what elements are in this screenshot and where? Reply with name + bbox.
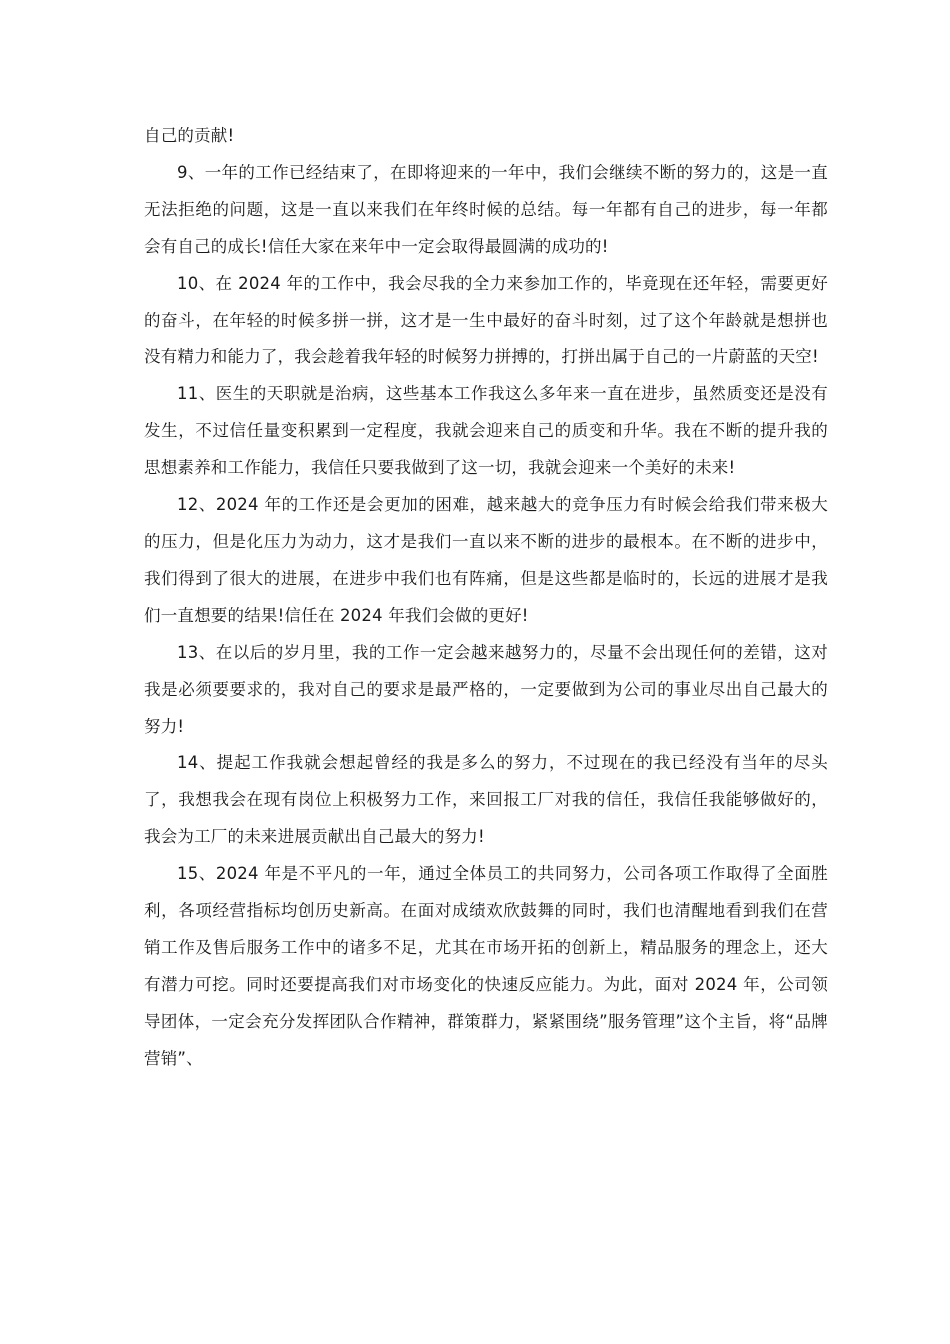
paragraph-item-9: 9、一年的工作已经结束了，在即将迎来的一年中，我们会继续不断的努力的，这是一直无法拒绝的问题，这是一直以来我们在年终时候的总结。每一年都有自己的进步，每一年都会有自己的成长!信任大家在来年中一定会取得最圆满的成功的!: [144, 162, 828, 256]
paragraph-item-12: 12、2024 年的工作还是会更加的困难，越来越大的竞争压力有时候会给我们带来极大的压力，但是化压力为动力，这才是我们一直以来不断的进步的最根本。在不断的进步中，我们得到了很大的进展，在进步中我们也有阵痛，但是这些都是临时的，长远的进展才是我们一直想要的结果!信任在 2024 年我们会做的更好!: [144, 495, 828, 625]
paragraph-item-11: 11、医生的天职就是治病，这些基本工作我这么多年来一直在进步，虽然质变还是没有发生，不过信任量变积累到一定程度，我就会迎来自己的质变和升华。我在不断的提升我的思想素养和工作能力，我信任只要我做到了这一切，我就会迎来一个美好的未来!: [144, 384, 828, 478]
paragraph-item-15: 15、2024 年是不平凡的一年，通过全体员工的共同努力，公司各项工作取得了全面胜利，各项经营指标均创历史新高。在面对成绩欢欣鼓舞的同时，我们也清醒地看到我们在营销工作及售后服务工作中的诸多不足，尤其在市场开拓的创新上，精品服务的理念上，还大有潜力可挖。同时还要提高我们对市场变化的快速反应能力。为此，面对 2024 年，公司领导团体，一定会充分发挥团队合作精神，群策群力，紧紧围绕”服务管理”这个主旨，将“品牌营销”、: [144, 864, 828, 1068]
document-body: [144, 118, 828, 1078]
paragraph-item-14: 14、提起工作我就会想起曾经的我是多么的努力，不过现在的我已经没有当年的尽头了，我想我会在现有岗位上积极努力工作，来回报工厂对我的信任，我信任我能够做好的，我会为工厂的未来进展贡献出自己最大的努力!: [144, 753, 828, 847]
paragraph-item-13: 13、在以后的岁月里，我的工作一定会越来越努力的，尽量不会出现任何的差错，这对我是必须要要求的，我对自己的要求是最严格的，一定要做到为公司的事业尽出自己最大的努力!: [144, 642, 828, 736]
paragraph-continuation: 自己的贡献!: [144, 126, 235, 145]
paragraph-item-10: 10、在 2024 年的工作中，我会尽我的全力来参加工作的，毕竟现在还年轻，需要更好的奋斗，在年轻的时候多拼一拼，这才是一生中最好的奋斗时刻，过了这个年龄就是想拼也没有精力和能力了，我会趁着我年轻的时候努力拼搏的，打拼出属于自己的一片蔚蓝的天空!: [144, 273, 828, 367]
